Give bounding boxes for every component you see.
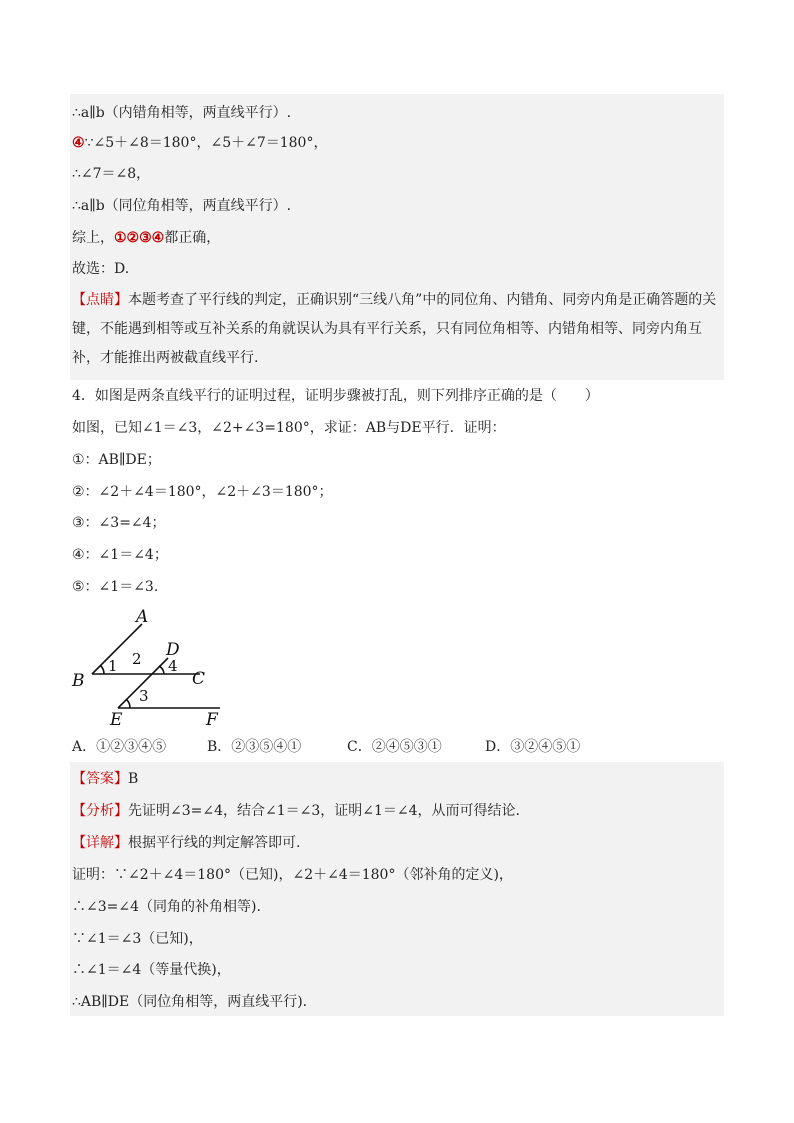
prev-line-1: ∴a∥b（内错角相等，两直线平行）. <box>72 105 292 121</box>
answer-tag: 【答案】 <box>72 771 128 787</box>
option-c: C．②④⑤③① <box>347 739 442 755</box>
summary-marks: ①②③④ <box>114 230 165 246</box>
geometry-figure <box>70 606 230 732</box>
angle-arc-3 <box>127 700 131 709</box>
summary-suffix: 都正确， <box>164 230 221 246</box>
label-e: E <box>110 710 123 730</box>
label-angle-3: 3 <box>139 687 149 705</box>
step-5: ⑤：∠1＝∠3. <box>72 579 159 595</box>
label-a: A <box>136 607 149 627</box>
prev-line-3: ∴∠7＝∠8， <box>72 166 151 182</box>
proof-line-1: 证明：∵∠2＋∠4＝180°（已知)，∠2＋∠4＝180°（邻补角的定义)， <box>72 867 513 883</box>
label-angle-1: 1 <box>108 657 118 675</box>
detail-tag: 【详解】 <box>72 835 128 851</box>
label-angle-4: 4 <box>168 657 178 675</box>
detail-line <box>72 833 300 853</box>
step-4: ④：∠1＝∠4； <box>72 547 168 563</box>
prev-line-2-text: ∵∠5＋∠8＝180°，∠5＋∠7＝180°， <box>84 135 328 151</box>
label-d: D <box>166 640 180 660</box>
option-b: B．②③⑤④① <box>207 739 302 755</box>
analysis-text: 先证明∠3=∠4，结合∠1＝∠3，证明∠1＝∠4，从而可得结论. <box>128 803 521 819</box>
proof-line-3: ∵∠1＝∠3（已知)， <box>72 931 203 947</box>
proof-line-5: ∴AB∥DE（同位角相等，两直线平行). <box>72 994 308 1010</box>
step-2: ②：∠2＋∠4＝180°，∠2＋∠3＝180°； <box>72 484 333 500</box>
prev-line-2 <box>72 133 327 153</box>
step-marker: ④ <box>72 135 85 151</box>
comment-tag: 【点睛】 <box>72 292 128 308</box>
angle-arc-1 <box>101 666 105 675</box>
prev-line-6: 故选：D. <box>72 261 130 277</box>
label-c: C <box>192 669 206 689</box>
option-a: A．①②③④⑤ <box>72 739 167 755</box>
angle-arc-4 <box>159 666 164 674</box>
step-1: ①：AB∥DE； <box>72 452 161 468</box>
analysis-tag: 【分析】 <box>72 803 128 819</box>
detail-text: 根据平行线的判定解答即可. <box>128 835 301 851</box>
label-b: B <box>72 671 85 691</box>
question-stem: 4．如图是两条直线平行的证明过程，证明步骤被打乱，则下列排序正确的是（ ） <box>72 388 599 404</box>
option-d: D．③②④⑤① <box>485 739 581 755</box>
answer-line <box>72 769 138 789</box>
label-f: F <box>206 710 218 730</box>
comment-text: 本题考查了平行线的判定，正确识别“三线八角”中的同位角、内错角、同旁内角是正确答题的关键，不能遇到相等或互补关系的角就误认为具有平行关系，只有同位角相等、内错角相等、同旁内角互补，才能推出两被截直线平行. <box>72 292 717 366</box>
summary-prefix: 综上， <box>72 230 114 246</box>
answer-value: B <box>128 771 139 787</box>
step-3: ③：∠3=∠4； <box>72 515 166 531</box>
label-angle-2: 2 <box>132 650 142 668</box>
prev-line-4: ∴a∥b（同位角相等，两直线平行）. <box>72 198 292 214</box>
proof-line-2: ∴∠3=∠4（同角的补角相等). <box>72 899 261 915</box>
proof-line-4: ∴∠1＝∠4（等量代换)， <box>72 962 231 978</box>
comment-paragraph <box>72 286 722 373</box>
prev-line-5 <box>72 228 220 248</box>
question-intro: 如图，已知∠1＝∠3，∠2+∠3=180°，求证：AB与DE平行．证明： <box>72 420 506 436</box>
analysis-line <box>72 801 520 821</box>
